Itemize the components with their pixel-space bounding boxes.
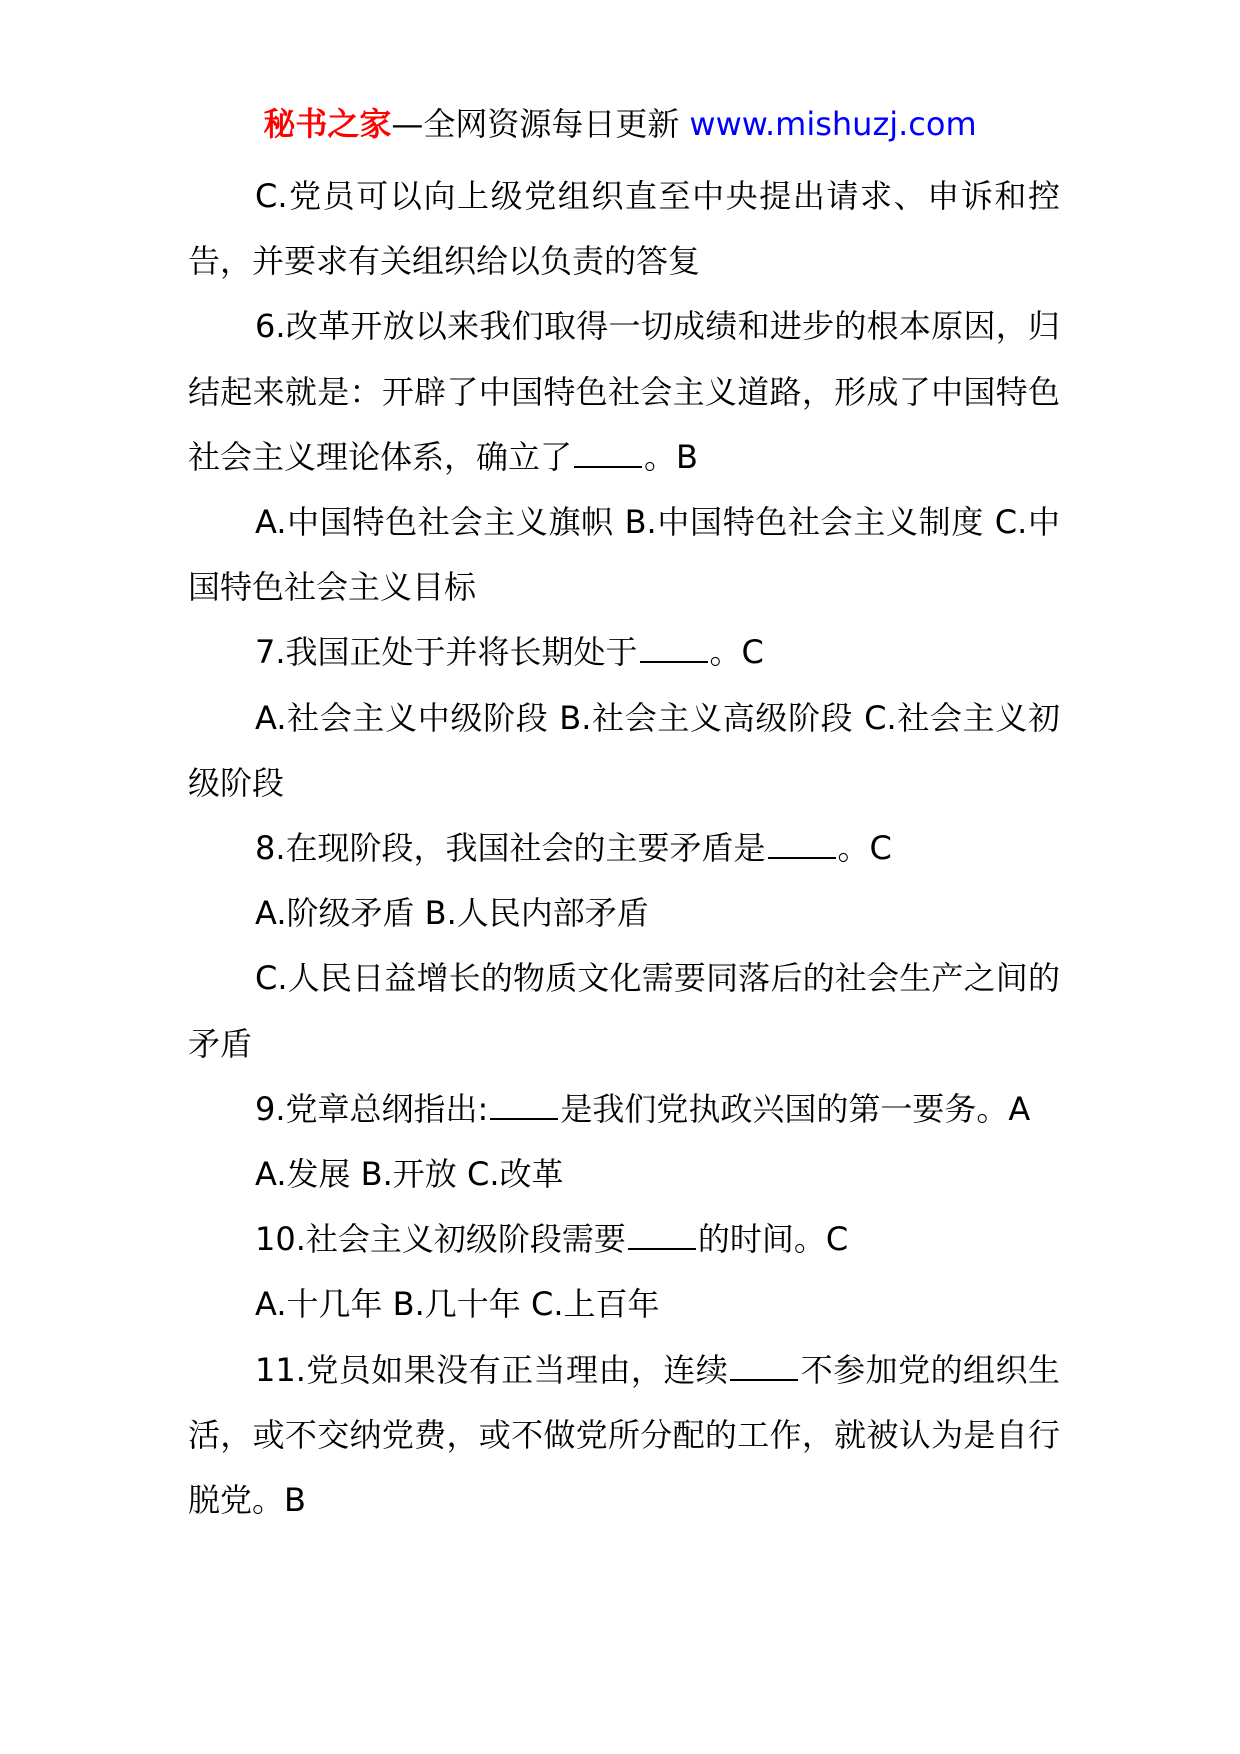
question-8-options-ab: A.阶级矛盾 B.人民内部矛盾: [255, 894, 649, 933]
question-6-options: A.中国特色社会主义旗帜 B.中国特色社会主义制度 C.中国特色社会主义目标: [188, 503, 1060, 607]
document-body: [188, 164, 1060, 1533]
answer-blank: [730, 1347, 798, 1381]
answer-blank: [574, 434, 642, 468]
question-11: 11.党员如果没有正当理由，连续 不参加党的组织生活，或不交纳党费，或不做党所分配的工作，就被认为是自行脱党。B: [188, 1338, 1060, 1534]
answer-blank: [640, 629, 708, 663]
question-8-option-c: C.人民日益增长的物质文化需要同落后的社会生产之间的矛盾: [188, 959, 1060, 1063]
question-8: 8.在现阶段，我国社会的主要矛盾是 。C: [188, 816, 1060, 881]
question-9: 9.党章总纲指出: 是我们党执政兴国的第一要务。A: [188, 1077, 1060, 1142]
question-7-options: A.社会主义中级阶段 B.社会主义高级阶段 C.社会主义初级阶段: [188, 698, 1060, 802]
header-brand: 秘书之家: [263, 105, 392, 143]
answer-blank: [768, 825, 836, 859]
page-header: [0, 100, 1240, 148]
question-10-options: A.十几年 B.几十年 C.上百年: [255, 1285, 660, 1324]
question-10: 10.社会主义初级阶段需要 的时间。C: [188, 1207, 1060, 1272]
paragraph-option-c: C.党员可以向上级党组织直至中央提出请求、申诉和控告，并要求有关组织给以负责的答复: [188, 177, 1060, 281]
question-7: 7.我国正处于并将长期处于 。C: [188, 620, 1060, 685]
answer-blank: [490, 1086, 558, 1120]
question-9-options: A.发展 B.开放 C.改革: [255, 1155, 564, 1194]
question-6: 6.改革开放以来我们取得一切成绩和进步的根本原因，归结起来就是：开辟了中国特色社会主义道路，形成了中国特色社会主义理论体系，确立了 。B: [188, 307, 1060, 476]
header-tagline: —全网资源每日更新: [391, 105, 680, 143]
header-url-link[interactable]: www.mishuzj.com: [689, 105, 977, 143]
answer-blank: [628, 1216, 696, 1250]
